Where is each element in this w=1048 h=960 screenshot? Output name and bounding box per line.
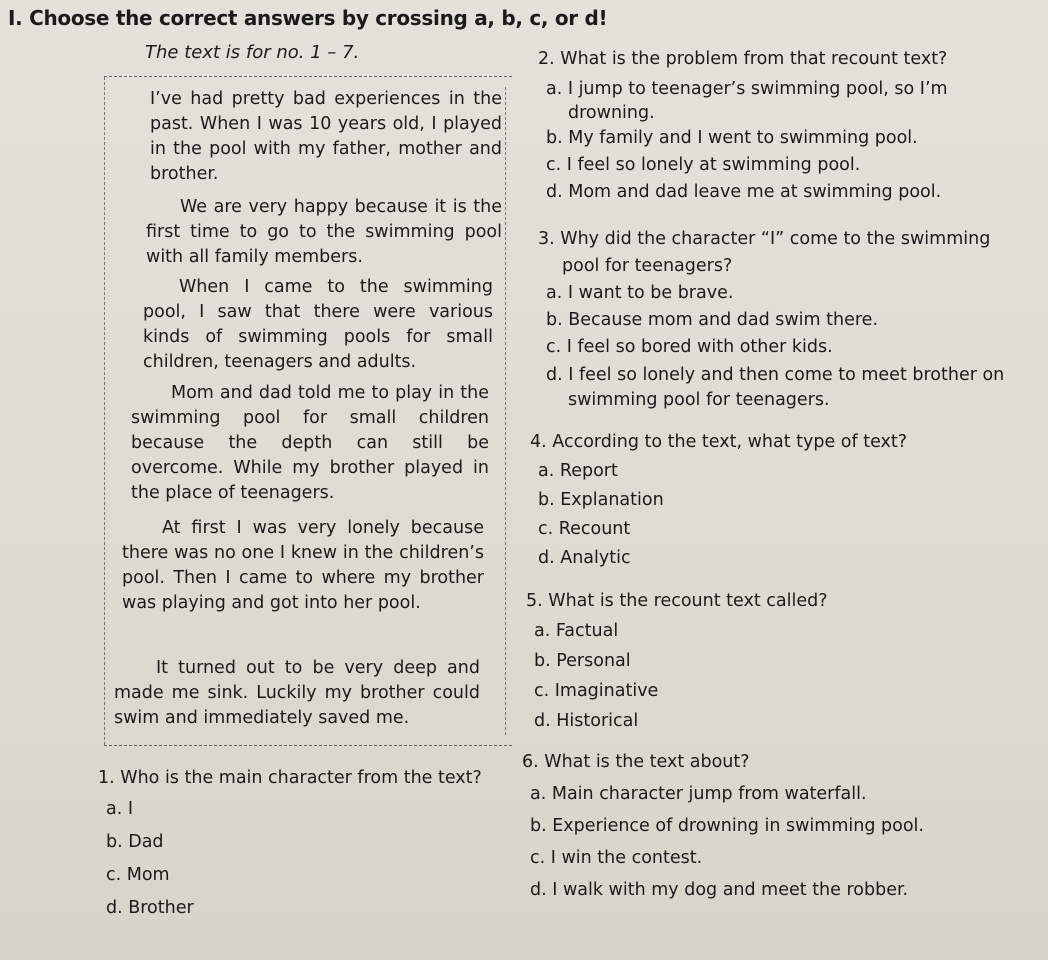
question-1-text [98, 764, 498, 793]
question-4-option-d[interactable]: d. Analytic [538, 548, 631, 568]
question-6-option-b[interactable]: b. Experience of drowning in swimming pool. [530, 816, 924, 836]
question-5-option-c[interactable]: c. Imaginative [534, 681, 659, 701]
question-3-option-d[interactable]: d. I feel so lonely and then come to meet brother on swimming pool for teenagers. [546, 365, 1005, 410]
question-6-option-d[interactable]: d. I walk with my dog and meet the robber. [530, 880, 909, 900]
question-1-option-c[interactable]: c. Mom [106, 865, 170, 885]
question-4-number: 4. [530, 432, 547, 452]
question-5-option-a[interactable]: a. Factual [534, 621, 619, 641]
question-2-prompt: What is the problem from that recount text? [560, 49, 948, 69]
question-6-number: 6. [522, 752, 539, 772]
question-4-option-b[interactable]: b. Explanation [538, 490, 664, 510]
box-left-border [104, 77, 105, 745]
question-1-option-d[interactable]: d. Brother [106, 898, 194, 918]
question-4 [530, 428, 1000, 573]
question-1 [98, 764, 498, 925]
passage-paragraph-3: When I came to the swimming pool, I saw that there were various kinds of swimming pools for small children, teenagers and adults. [143, 277, 493, 372]
question-2-option-c[interactable]: c. I feel so lonely at swimming pool. [546, 155, 861, 175]
question-2-option-d[interactable]: d. Mom and dad leave me at swimming pool. [546, 182, 942, 202]
question-3-number: 3. [538, 229, 555, 249]
question-6 [522, 746, 1012, 906]
question-3 [538, 226, 1008, 413]
question-3-option-c[interactable]: c. I feel so bored with other kids. [546, 337, 833, 357]
question-6-option-a[interactable]: a. Main character jump from waterfall. [530, 784, 867, 804]
question-5-text [526, 586, 996, 616]
question-5-number: 5. [526, 591, 543, 611]
question-5-option-d[interactable]: d. Historical [534, 711, 639, 731]
question-1-prompt: Who is the main character from the text? [120, 768, 482, 788]
passage-paragraph-5: At first I was very lonely because there was no one I knew in the children’s pool. Then I came to where my brother was playing and got into her pool. [122, 518, 484, 613]
question-5 [526, 586, 996, 736]
question-6-option-c[interactable]: c. I win the contest. [530, 848, 703, 868]
question-5-option-b[interactable]: b. Personal [534, 651, 631, 671]
question-1-number: 1. [98, 768, 115, 788]
question-3-option-a[interactable]: a. I want to be brave. [546, 283, 734, 303]
question-2-option-a[interactable]: a. I jump to teenager’s swimming pool, so I’m drowning. [546, 79, 948, 123]
passage-paragraph-1: I’ve had pretty bad experiences in the past. When I was 10 years old, I played in the pool with my father, mother and brother. [150, 89, 502, 184]
question-2 [538, 46, 1008, 206]
question-4-text [530, 428, 1000, 457]
question-3-text [538, 226, 1008, 280]
question-2-text [538, 46, 1008, 73]
passage-paragraph-6: It turned out to be very deep and made me sink. Luckily my brother could swim and immediately saved me. [114, 658, 480, 728]
question-2-number: 2. [538, 49, 555, 69]
question-1-option-b[interactable]: b. Dad [106, 832, 164, 852]
question-6-text [522, 746, 1012, 778]
question-4-option-a[interactable]: a. Report [538, 461, 618, 481]
question-6-prompt: What is the text about? [544, 752, 750, 772]
text-intro: The text is for no. 1 – 7. [145, 42, 360, 63]
instruction-heading: I. Choose the correct answers by crossing a, b, c, or d! [8, 6, 608, 30]
question-2-option-b[interactable]: b. My family and I went to swimming pool. [546, 128, 918, 148]
question-3-option-b[interactable]: b. Because mom and dad swim there. [546, 310, 879, 330]
question-4-option-c[interactable]: c. Recount [538, 519, 631, 539]
question-4-prompt: According to the text, what type of text? [552, 432, 908, 452]
question-5-prompt: What is the recount text called? [548, 591, 828, 611]
box-right-border [505, 87, 506, 735]
question-3-prompt: Why did the character “I” come to the swimming pool for teenagers? [560, 229, 991, 276]
passage-paragraph-2: We are very happy because it is the first time to go to the swimming pool with all family members. [146, 197, 502, 267]
passage-paragraph-4: Mom and dad told me to play in the swimming pool for small children because the depth can still be overcome. While my brother played in the place of teenagers. [131, 383, 489, 503]
question-1-option-a[interactable]: a. I [106, 799, 134, 819]
